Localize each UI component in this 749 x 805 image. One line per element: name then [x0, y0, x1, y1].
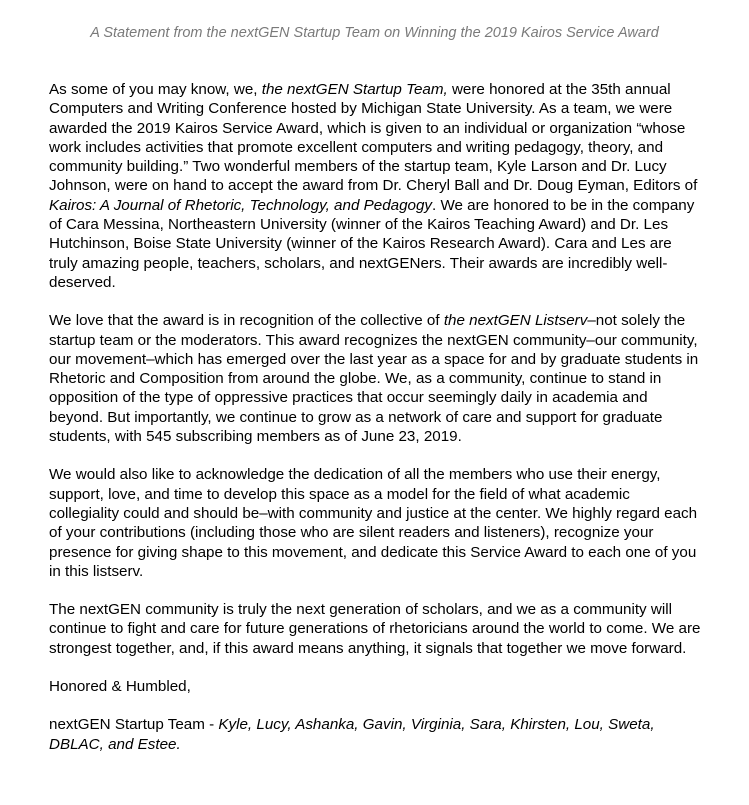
signature: [49, 715, 701, 754]
closing-line: Honored & Humbled,: [49, 678, 191, 696]
paragraph-3: We would also like to acknowledge the dedication of all the members who use their energy, support, love, and time to develop this space as a model for the field of what academic collegiality could and should be–with community and justice at the center. We highly regard each of your contributions (including those who are silent readers and listeners), recognize your presence for giving shape to this movement, and dedicate this Service Award to each one of you in this listserv.: [49, 466, 698, 580]
paragraph-1: [49, 80, 701, 292]
document-header: A Statement from the nextGEN Startup Team on Winning the 2019 Kairos Service Award: [90, 25, 659, 41]
signature-team: nextGEN Startup Team -: [49, 716, 219, 734]
document-body: [49, 80, 701, 754]
p1-text-a: As some of you may know, we,: [49, 81, 262, 98]
p1-text-c: were honored at the 35th annual Computers and Writing Conference hosted by Michigan State University. As a team, we were awarded the 2019 Kairos Service Award, which is given to an individual or organization “whose work includes activities that promote excellent computers and writing pedagogy, theory, and community building.” Two wonderful members of the startup team, Kyle Larson and Dr. Lucy Johnson, were on hand to accept the award from Dr. Cheryl Ball and Dr. Doug Eyman, Editors of: [49, 81, 698, 195]
p2-text-a: We love that the award is in recognition of the collective of: [49, 312, 444, 330]
signature-names: Kyle, Lucy, Ashanka, Gavin, Virginia, Sara, Khirsten, Lou, Sweta, DBLAC, and Estee.: [49, 716, 655, 753]
p1-journal-title: Kairos: A Journal of Rhetoric, Technology, and Pedagogy: [49, 196, 433, 214]
paragraph-2: [49, 311, 701, 446]
p2-text-c: –not solely the startup team or the moderators. This award recognizes the nextGEN community–our community, our movement–which has emerged over the last year as a space for and by graduate students in Rhetoric and Composition from around the globe. We, as a community, continue to stand in opposition of the type of oppressive practices that occur seemingly daily in academia and beyond. But importantly, we continue to grow as a network of care and support for graduate students, with 545 subscribing members as of June 23, 2019.: [49, 312, 699, 446]
p1-text-e: . We are honored to be in the company of Cara Messina, Northeastern University (winner of the Kairos Teaching Award) and Dr. Les Hutchinson, Boise State University (winner of the Kairos Research Award). Cara and Les are truly amazing people, teachers, scholars, and nextGENers. Their awards are incredibly well-deserved.: [49, 196, 695, 291]
p2-listserv-name: the nextGEN Listserv: [443, 312, 588, 330]
p1-team-name: the nextGEN Startup Team,: [261, 81, 448, 98]
paragraph-4: The nextGEN community is truly the next generation of scholars, and we as a community will continue to fight and care for future generations of rhetoricians around the world to come. We are strongest together, and, if this award means anything, it signals that together we move forward.: [49, 601, 701, 657]
